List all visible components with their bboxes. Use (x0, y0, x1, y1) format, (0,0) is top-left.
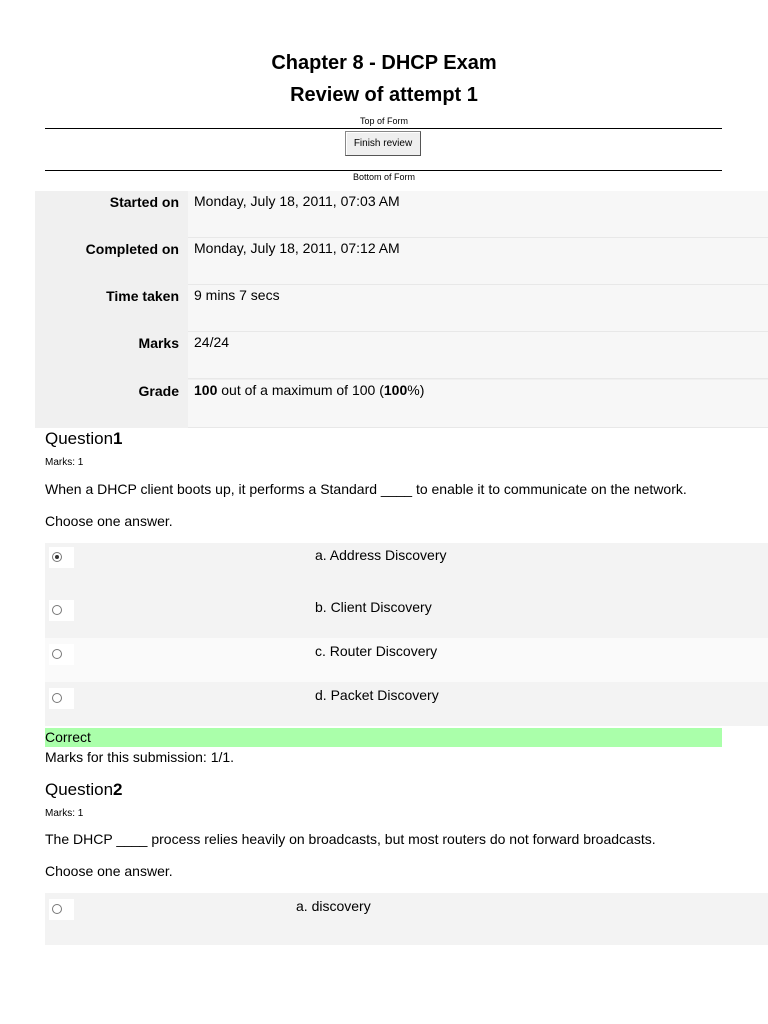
q1-option-d[interactable] (45, 682, 768, 726)
summary-row-grade (35, 380, 768, 428)
started-label: Started on (109, 194, 179, 210)
q2-option-a[interactable] (45, 893, 768, 945)
radio-container (49, 899, 74, 920)
question-number: 1 (113, 429, 123, 448)
time-taken-value: 9 mins 7 secs (188, 285, 768, 332)
question-2-heading (45, 780, 123, 800)
correct-feedback: Correct (45, 728, 722, 747)
option-label[interactable]: c. Router Discovery (315, 643, 438, 659)
radio-button[interactable] (52, 649, 62, 659)
grade-score: 100 (194, 382, 218, 398)
question-2-instruction: Choose one answer. (45, 863, 173, 879)
q1-option-c[interactable] (45, 638, 768, 682)
bottom-divider (45, 170, 722, 171)
page-title: Chapter 8 - DHCP Exam (271, 52, 497, 74)
question-1-heading (45, 429, 123, 449)
radio-container (49, 600, 74, 621)
started-value: Monday, July 18, 2011, 07:03 AM (188, 191, 768, 238)
finish-review-button[interactable]: Finish review (345, 131, 421, 156)
q1-option-a[interactable] (45, 543, 768, 594)
page-subtitle: Review of attempt 1 (290, 84, 478, 106)
marks-label: Marks (138, 335, 179, 351)
submission-marks: Marks for this submission: 1/1. (45, 749, 235, 765)
question-1-instruction: Choose one answer. (45, 513, 173, 529)
question-2-marks: Marks: 1 (45, 808, 84, 819)
radio-container (49, 644, 74, 665)
radio-button-selected[interactable] (52, 552, 62, 562)
summary-row-started (35, 191, 768, 238)
option-label[interactable]: b. Client Discovery (315, 599, 432, 615)
question-1-text: When a DHCP client boots up, it performs a Standard ____ to enable it to communicate on the network. (45, 481, 687, 497)
grade-percent: 100 (383, 382, 408, 398)
grade-end-text: %) (407, 382, 425, 398)
radio-button[interactable] (52, 693, 62, 703)
top-of-form-label: Top of Form (359, 116, 408, 126)
radio-button[interactable] (52, 904, 62, 914)
option-label[interactable]: d. Packet Discovery (315, 687, 439, 703)
question-word: Question (45, 780, 114, 799)
marks-value: 24/24 (188, 332, 768, 379)
question-2-text: The DHCP ____ process relies heavily on broadcasts, but most routers do not forward broadcasts. (45, 831, 656, 847)
question-word: Question (45, 429, 114, 448)
radio-button[interactable] (52, 605, 62, 615)
radio-container (49, 547, 74, 568)
radio-container (49, 688, 74, 709)
bottom-of-form-label: Bottom of Form (352, 172, 415, 182)
question-1-marks: Marks: 1 (45, 457, 84, 468)
question-number: 2 (113, 780, 123, 799)
completed-label: Completed on (85, 241, 179, 257)
summary-row-time (35, 285, 768, 332)
summary-row-completed (35, 238, 768, 285)
summary-row-marks (35, 332, 768, 379)
q1-option-b[interactable] (45, 594, 768, 638)
grade-middle-text: out of a maximum of 100 ( (217, 382, 384, 398)
completed-value: Monday, July 18, 2011, 07:12 AM (188, 238, 768, 285)
option-label[interactable]: a. Address Discovery (315, 547, 447, 563)
grade-label: Grade (138, 383, 179, 399)
grade-value (188, 380, 768, 428)
option-label[interactable]: a. discovery (296, 898, 371, 914)
time-taken-label: Time taken (106, 288, 179, 304)
top-divider (45, 128, 722, 129)
